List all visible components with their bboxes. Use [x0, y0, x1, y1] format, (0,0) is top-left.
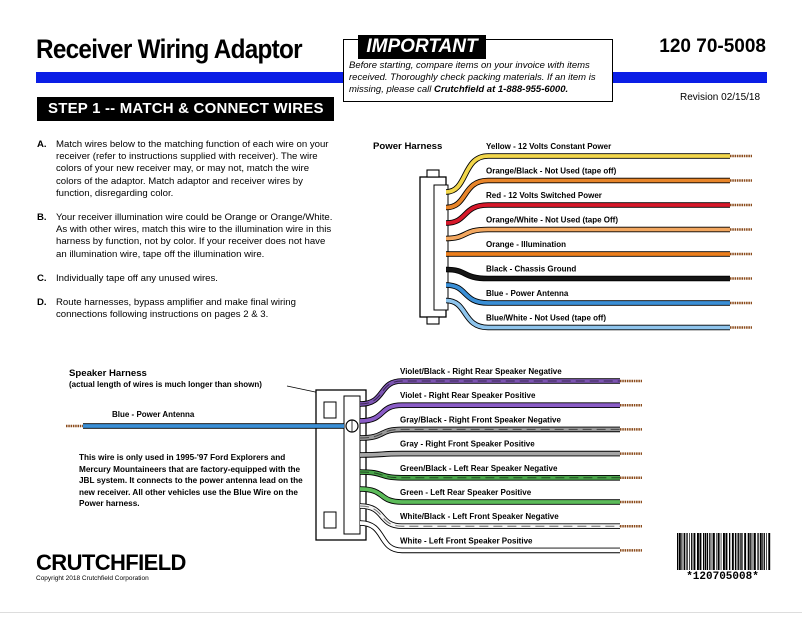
- barcode-bar: [744, 533, 746, 570]
- header-bar-left: [36, 72, 344, 83]
- barcode-bar: [703, 533, 704, 570]
- speaker-wire: [360, 464, 642, 478]
- antenna-note: This wire is only used in 1995-'97 Ford Explorers and Mercury Mountaineers that are factory-equipped with the JBL system. It connects to the power antenna lead on the new receiver. All other vehicles use the Blue Wire on the Power harness.: [79, 453, 303, 508]
- speaker-wire-label: White - Left Front Speaker Positive: [400, 536, 533, 546]
- copyright: Copyright 2018 Crutchfield Corporation: [36, 575, 149, 582]
- power-wire-label: Orange - Illumination: [486, 240, 567, 249]
- important-text: [349, 60, 611, 96]
- barcode-bar: [748, 533, 750, 570]
- barcode-bar: [760, 533, 762, 570]
- power-wire: [446, 285, 752, 303]
- instruction-item: [37, 273, 337, 285]
- speaker-wire: [360, 440, 642, 455]
- part-number: 120 70-5008: [659, 36, 766, 57]
- power-wire-label: Blue - Power Antenna: [486, 289, 569, 298]
- instruction-letter: C.: [37, 272, 47, 284]
- barcode-bar: [737, 533, 738, 570]
- barcode-bar: [718, 533, 720, 570]
- barcode-bar: [697, 533, 699, 570]
- instruction-item: [37, 212, 337, 261]
- barcode-bar: [766, 533, 767, 570]
- power-wire: [446, 216, 752, 239]
- power-wire: [446, 240, 752, 254]
- barcode-text: *120705008*: [686, 571, 759, 583]
- barcode-bar: [735, 533, 736, 570]
- revision: Revision 02/15/18: [680, 92, 761, 103]
- barcode-bar: [686, 533, 687, 570]
- important-body: Before starting, compare items on your invoice with items received. Thoroughly check packing materials. If an item is missing, please call: [349, 60, 596, 95]
- power-harness-diagram: [400, 140, 802, 350]
- instruction-letter: D.: [37, 297, 47, 309]
- barcode-bar: [753, 533, 754, 570]
- barcode-bar: [681, 533, 682, 570]
- barcode-bar: [732, 533, 734, 570]
- page-bottom-rule: [0, 612, 802, 613]
- power-wire: [446, 265, 752, 279]
- speaker-wire: [360, 488, 642, 502]
- power-wire-label: Yellow - 12 Volts Constant Power: [486, 142, 612, 151]
- barcode-bar: [754, 533, 756, 570]
- header-bar-right: [612, 72, 767, 83]
- important-phone: Crutchfield at 1-888-955-6000.: [434, 84, 569, 95]
- barcode-bar: [723, 533, 725, 570]
- power-wire-label: Black - Chassis Ground: [486, 264, 577, 274]
- speaker-callout-line: [287, 386, 320, 393]
- barcode-bar: [683, 533, 684, 570]
- barcode-bar: [741, 533, 742, 570]
- barcode-bar: [757, 533, 758, 570]
- barcode-bar: [707, 533, 708, 570]
- barcode-bar: [700, 533, 702, 570]
- speaker-wire: [360, 415, 642, 438]
- barcode-bar: [729, 533, 730, 570]
- speaker-harness-subtitle: (actual length of wires is much longer than shown): [69, 380, 262, 389]
- speaker-wire-label: Green/Black - Left Rear Speaker Negative: [400, 463, 558, 473]
- antenna-wire: [66, 420, 358, 432]
- barcode-bar: [705, 533, 706, 570]
- instruction-text: Match wires below to the matching function of each wire on your receiver (refer to instructions supplied with receiver). The wire colors of your new receiver may, or may not, match the wire colors of the adaptor. Match adaptor and receiver wires by function, disregarding color.: [56, 139, 329, 199]
- power-wire: [446, 167, 752, 208]
- instruction-item: [37, 139, 337, 200]
- barcode-bar: [762, 533, 763, 570]
- instruction-list: [37, 139, 337, 333]
- power-harness-title: Power Harness: [373, 141, 443, 152]
- instruction-letter: A.: [37, 139, 47, 150]
- speaker-harness-title: Speaker Harness: [69, 368, 147, 379]
- important-label: IMPORTANT: [358, 35, 486, 59]
- barcode-bar: [691, 533, 692, 570]
- barcode-bar: [750, 533, 751, 570]
- barcode-bar: [712, 533, 713, 570]
- barcode-bar: [694, 533, 696, 570]
- power-wire-label: Orange/White - Not Used (tape Off): [486, 215, 618, 225]
- instruction-item: [37, 297, 337, 321]
- speaker-wire-label: White/Black - Left Front Speaker Negative: [400, 512, 559, 522]
- speaker-wire-label: Violet/Black - Right Rear Speaker Negative: [400, 367, 562, 376]
- page-title: Receiver Wiring Adaptor: [36, 34, 302, 64]
- antenna-wire-label: Blue - Power Antenna: [112, 410, 195, 419]
- barcode-bar: [679, 533, 681, 570]
- instruction-letter: B.: [37, 212, 47, 224]
- instruction-text: Route harnesses, bypass amplifier and make final wiring connections following instructions on pages 2 & 3.: [56, 297, 296, 321]
- instruction-text: Individually tape off any unused wires.: [56, 272, 218, 284]
- barcode-bar: [738, 533, 739, 570]
- barcode-bar: [677, 533, 678, 570]
- barcode-bar: [689, 533, 690, 570]
- speaker-wire-label: Violet - Right Rear Speaker Positive: [400, 391, 536, 401]
- barcode-bar: [721, 533, 722, 570]
- power-wire-label: Red - 12 Volts Switched Power: [486, 191, 602, 200]
- barcode-bar: [709, 533, 710, 570]
- speaker-wire-label: Green - Left Rear Speaker Positive: [400, 488, 532, 497]
- barcode-bar: [716, 533, 717, 570]
- barcode-bar: [713, 533, 715, 570]
- power-wire-label: Blue/White - Not Used (tape off): [486, 313, 606, 323]
- speaker-wire-label: Gray - Right Front Speaker Positive: [400, 439, 535, 449]
- barcode-bar: [740, 533, 741, 570]
- power-wire-label: Orange/Black - Not Used (tape off): [486, 166, 617, 176]
- power-connector: [420, 170, 448, 324]
- barcode-bar: [726, 533, 728, 570]
- instruction-text: Your receiver illumination wire could be Orange or Orange/White. As with other wires, match this wire to the illumination wire in this harness by function, not by color. If your receiver does not have an illumination wire, tape off the illumination wire.: [56, 212, 333, 260]
- step-title: STEP 1 -- MATCH & CONNECT WIRES: [37, 97, 334, 121]
- crutchfield-logo: CRUTCHFIELD: [36, 550, 186, 575]
- barcode-bar: [768, 533, 770, 570]
- speaker-wire: [360, 506, 642, 526]
- speaker-wire-label: Gray/Black - Right Front Speaker Negative: [400, 415, 561, 425]
- speaker-connector: [316, 390, 366, 540]
- barcode-bar: [684, 533, 685, 570]
- barcode-bar: [764, 533, 765, 570]
- barcode: [677, 533, 771, 570]
